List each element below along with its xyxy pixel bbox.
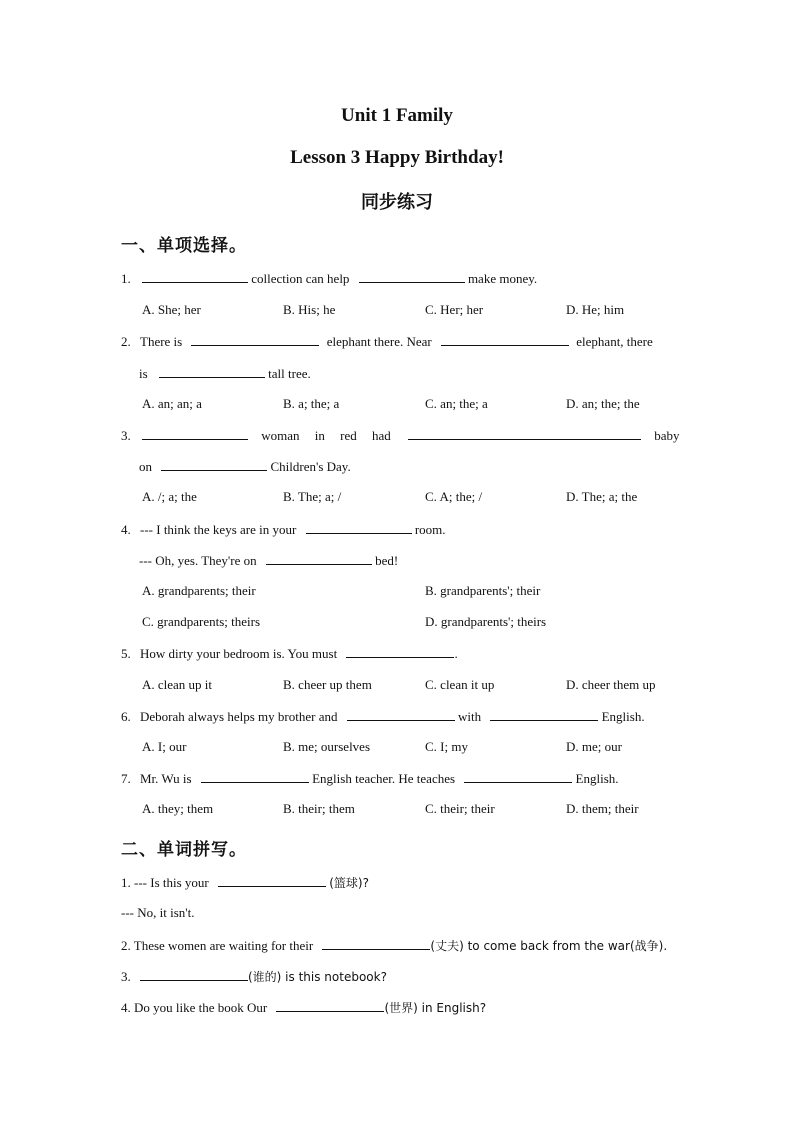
w3-hint: (谁的) is this notebook? [248, 970, 387, 984]
q7-number: 7. [121, 771, 131, 786]
q7-option-a[interactable]: A. they; them [142, 801, 214, 816]
q4-number: 4. [121, 522, 131, 537]
q1-blank-1[interactable] [142, 270, 248, 283]
w2-blank[interactable] [322, 937, 430, 950]
q4-text-3: --- Oh, yes. They're on [139, 553, 257, 568]
q3-text-1: woman in red had [261, 428, 391, 443]
q2-text-5: tall tree. [268, 366, 311, 381]
q1-number: 1. [121, 271, 131, 286]
q4-text-2: room. [414, 522, 446, 537]
q7-option-d[interactable]: D. them; their [566, 801, 639, 816]
q3-option-d[interactable]: D. The; a; the [566, 489, 638, 504]
q2-text-2: elephant there. Near [326, 334, 432, 349]
spelling-1-answer: --- No, it isn't. [121, 905, 195, 920]
question-7 [121, 770, 619, 787]
w1-text-1: 1. --- Is this your [121, 875, 209, 890]
w1-hint: (篮球)? [329, 876, 369, 890]
q5-option-a[interactable]: A. clean up it [142, 677, 213, 692]
q3-option-c[interactable]: C. A; the; / [425, 489, 483, 504]
q7-text-3: English. [575, 771, 619, 786]
q2-text-4: is [139, 366, 148, 381]
q7-option-c[interactable]: C. their; their [425, 801, 495, 816]
q3-number: 3. [121, 428, 131, 443]
q4-blank-1[interactable] [306, 521, 412, 534]
q5-text-2: . [454, 646, 458, 661]
q2-blank-3[interactable] [159, 365, 265, 378]
q5-number: 5. [121, 646, 131, 661]
question-1 [121, 270, 537, 287]
q3-option-b[interactable]: B. The; a; / [283, 489, 342, 504]
question-5 [121, 645, 458, 662]
section1-heading: 一、单项选择。 [121, 236, 247, 256]
q1-option-a[interactable]: A. She; her [142, 302, 201, 317]
q3-blank-1[interactable] [142, 427, 248, 440]
question-2-cont [139, 365, 311, 382]
q4-option-c[interactable]: C. grandparents; theirs [142, 614, 261, 629]
w2-hint: (丈夫) to come back from the war(战争). [430, 939, 668, 953]
q7-text-2: English teacher. He teaches [312, 771, 456, 786]
q6-text-1: Deborah always helps my brother and [140, 709, 338, 724]
q2-option-c[interactable]: C. an; the; a [425, 396, 488, 411]
q7-blank-2[interactable] [464, 770, 572, 783]
q1-option-b[interactable]: B. His; he [283, 302, 336, 317]
q2-option-b[interactable]: B. a; the; a [283, 396, 340, 411]
q4-text-4: bed! [375, 553, 399, 568]
q4-blank-2[interactable] [266, 552, 372, 565]
q6-option-d[interactable]: D. me; our [566, 739, 622, 754]
q7-option-b[interactable]: B. their; them [283, 801, 355, 816]
q3-text-3: on [139, 459, 152, 474]
question-3-cont [139, 458, 351, 475]
q7-text-1: Mr. Wu is [140, 771, 192, 786]
q6-option-a[interactable]: A. I; our [142, 739, 187, 754]
q4-option-a[interactable]: A. grandparents; their [142, 583, 256, 598]
q1-blank-2[interactable] [359, 270, 465, 283]
q3-text-2: baby [654, 428, 680, 443]
question-3 [121, 427, 680, 444]
q2-text-1: There is [140, 334, 183, 349]
q2-number: 2. [121, 334, 131, 349]
q3-blank-2[interactable] [408, 427, 641, 440]
q5-text-1: How dirty your bedroom is. You must [140, 646, 338, 661]
question-2 [121, 333, 653, 350]
q6-blank-1[interactable] [347, 708, 455, 721]
spelling-2 [121, 937, 667, 954]
q1-option-d[interactable]: D. He; him [566, 302, 625, 317]
q2-option-a[interactable]: A. an; an; a [142, 396, 202, 411]
page-subtitle: 同步练习 [361, 192, 433, 213]
q6-blank-2[interactable] [490, 708, 598, 721]
q1-text-2: make money. [467, 271, 538, 286]
w3-text-1: 3. [121, 969, 131, 984]
q5-option-d[interactable]: D. cheer them up [566, 677, 656, 692]
q1-text-1: collection can help [251, 271, 350, 286]
q5-option-c[interactable]: C. clean it up [425, 677, 495, 692]
question-6 [121, 708, 645, 725]
q5-option-b[interactable]: B. cheer up them [283, 677, 372, 692]
q4-option-d[interactable]: D. grandparents'; theirs [425, 614, 547, 629]
w4-blank[interactable] [276, 999, 384, 1012]
q6-option-c[interactable]: C. I; my [425, 739, 468, 754]
w1-blank[interactable] [218, 874, 326, 887]
spelling-3 [121, 968, 387, 985]
q6-number: 6. [121, 709, 131, 724]
q6-text-2: with [457, 709, 482, 724]
section2-heading: 二、单词拼写。 [121, 840, 247, 860]
spelling-1 [121, 874, 369, 891]
q3-blank-3[interactable] [161, 458, 267, 471]
q3-text-4: Children's Day. [270, 459, 351, 474]
q2-blank-1[interactable] [191, 333, 319, 346]
question-4 [121, 521, 446, 538]
lesson-title: Lesson 3 Happy Birthday! [290, 147, 504, 168]
q2-text-3: elephant, there [576, 334, 653, 349]
q7-blank-1[interactable] [201, 770, 309, 783]
w2-text-1: 2. These women are waiting for their [121, 938, 314, 953]
question-4-cont [139, 552, 398, 569]
unit-title: Unit 1 Family [341, 105, 453, 126]
q6-option-b[interactable]: B. me; ourselves [283, 739, 371, 754]
q1-option-c[interactable]: C. Her; her [425, 302, 484, 317]
q5-blank-1[interactable] [346, 645, 454, 658]
q4-text-1: --- I think the keys are in your [140, 522, 297, 537]
w4-hint: (世界) in English? [384, 1001, 487, 1015]
q2-option-d[interactable]: D. an; the; the [566, 396, 640, 411]
w3-blank[interactable] [140, 968, 248, 981]
q3-option-a[interactable]: A. /; a; the [142, 489, 197, 504]
q4-option-b[interactable]: B. grandparents'; their [425, 583, 541, 598]
w4-text-1: 4. Do you like the book Our [121, 1000, 268, 1015]
q2-blank-2[interactable] [441, 333, 569, 346]
spelling-4 [121, 999, 486, 1016]
q6-text-3: English. [601, 709, 645, 724]
